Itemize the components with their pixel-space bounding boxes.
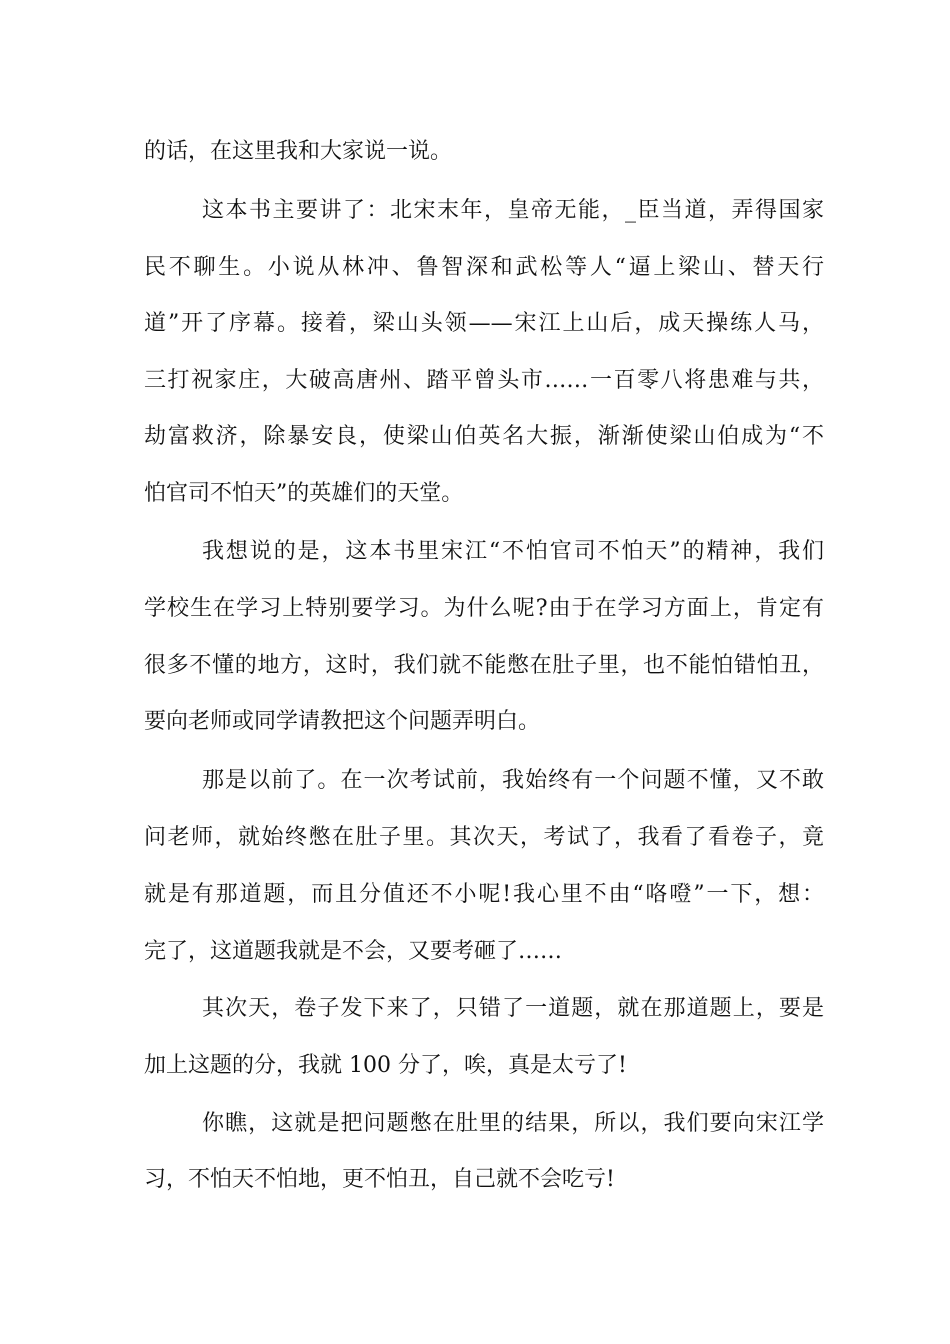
text-line-13: 问老师，就始终憋在肚子里。其次天，考试了，我看了看卷子，竟	[144, 825, 824, 850]
text-line-3: 民不聊生。小说从林冲、鲁智深和武松等人“逼上梁山、替天行	[144, 255, 824, 280]
text-line-2: 这本书主要讲了：北宋末年，皇帝无能，_臣当道，弄得国家	[202, 198, 824, 223]
text-line-12: 那是以前了。在一次考试前，我始终有一个问题不懂，又不敢	[202, 768, 824, 793]
text-line-5: 三打祝家庄，大破高唐州、踏平曾头市……一百零八将患难与共，	[144, 368, 824, 393]
text-line-11: 要向老师或同学请教把这个问题弄明白。	[144, 709, 541, 734]
text-line-14: 就是有那道题，而且分值还不小呢!我心里不由“咯噔”一下，想：	[144, 882, 824, 907]
text-line-9: 学校生在学习上特别要学习。为什么呢?由于在学习方面上，肯定有	[144, 596, 824, 621]
text-line-17: 加上这题的分，我就 100 分了，唉，真是太亏了!	[144, 1053, 627, 1078]
text-line-6: 劫富救济，除暴安良，使梁山伯英名大振，渐渐使梁山伯成为“不	[144, 424, 824, 449]
text-line-15: 完了，这道题我就是不会，又要考砸了……	[144, 939, 563, 964]
text-line-8: 我想说的是，这本书里宋江“不怕官司不怕天”的精神，我们	[202, 539, 824, 564]
text-line-4: 道”开了序幕。接着，梁山头领——宋江上山后，成天操练人马，	[144, 311, 824, 336]
text-line-7: 怕官司不怕天”的英雄们的天堂。	[144, 481, 464, 506]
text-line-16: 其次天，卷子发下来了，只错了一道题，就在那道题上，要是	[202, 996, 824, 1021]
text-line-19: 习，不怕天不怕地，更不怕丑，自己就不会吃亏!	[144, 1167, 615, 1192]
text-line-18: 你瞧，这就是把问题憋在肚里的结果，所以，我们要向宋江学	[202, 1111, 824, 1136]
text-line-10: 很多不懂的地方，这时，我们就不能憋在肚子里，也不能怕错怕丑，	[144, 653, 824, 678]
text-line-1: 的话，在这里我和大家说一说。	[144, 139, 453, 164]
